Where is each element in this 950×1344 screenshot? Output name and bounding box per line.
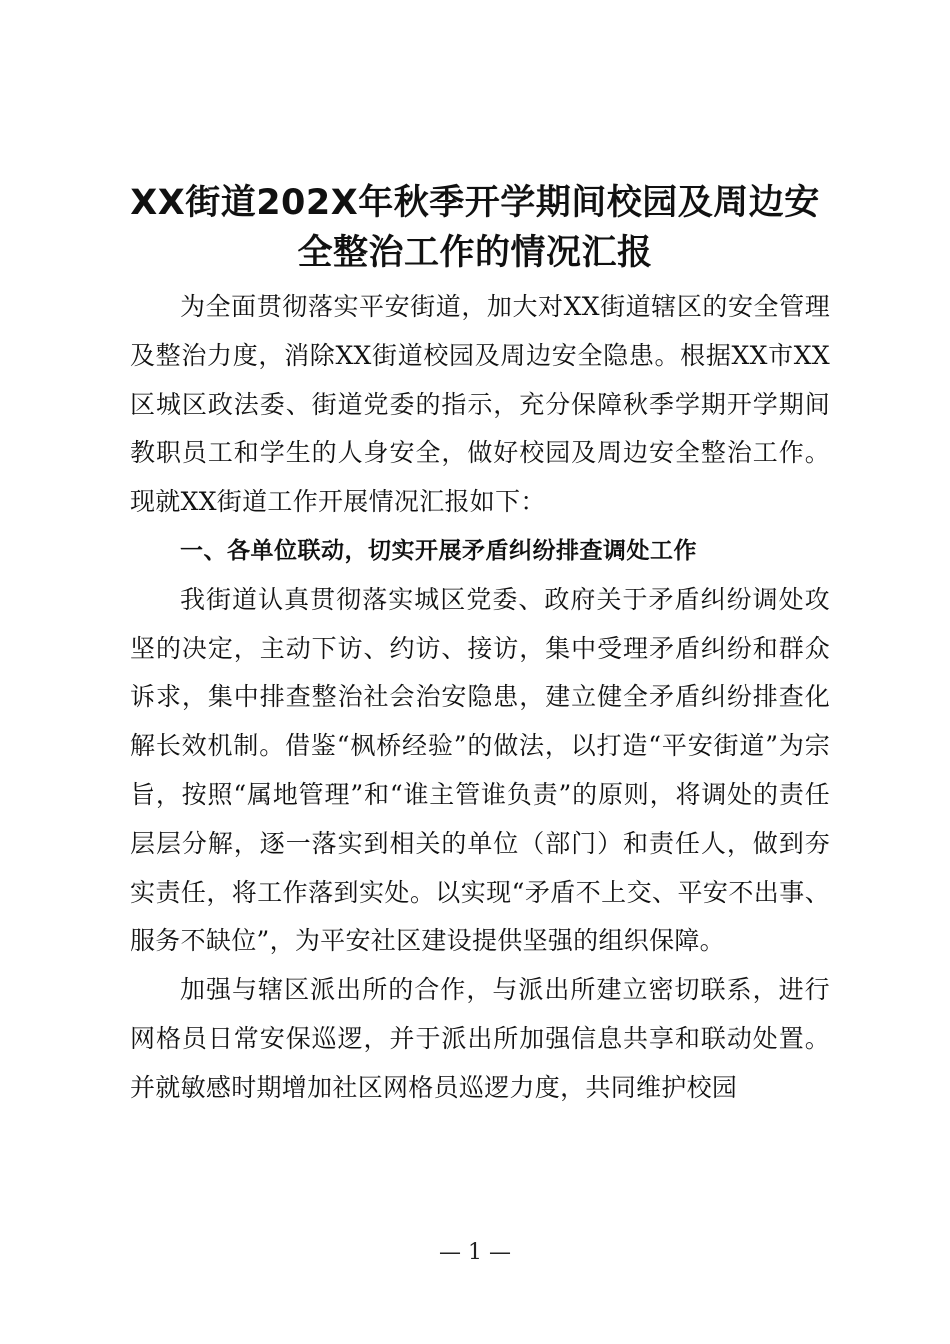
- document-body: [130, 283, 830, 1113]
- title-line-1: XX街道202X年秋季开学期间校园及周边安: [130, 183, 820, 223]
- section-1-paragraph-2: 加强与辖区派出所的合作，与派出所建立密切联系，进行网格员日常安保巡逻，并于派出所加强信息共享和联动处置。并就敏感时期增加社区网格员巡逻力度，共同维护校园: [130, 975, 830, 1102]
- page-number: — 1 —: [439, 1240, 511, 1265]
- section-1-heading: 一、各单位联动，切实开展矛盾纠纷排查调处工作: [180, 537, 697, 564]
- document-title: [100, 178, 850, 278]
- title-line-2: 全整治工作的情况汇报: [297, 233, 653, 273]
- section-1-paragraph-1: 我街道认真贯彻落实城区党委、政府关于矛盾纠纷调处攻坚的决定，主动下访、约访、接访，集中受理矛盾纠纷和群众诉求，集中排查整治社会治安隐患，建立健全矛盾纠纷排查化解长效机制。借鉴“枫桥经验”的做法，以打造“平安街道”为宗旨，按照“属地管理”和“谁主管谁负责”的原则，将调处的责任层层分解，逐一落实到相关的单位（部门）和责任人，做到夯实责任，将工作落到实处。以实现“矛盾不上交、平安不出事、服务不缺位”，为平安社区建设提供坚强的组织保障。: [130, 584, 830, 956]
- intro-paragraph: 为全面贯彻落实平安街道，加大对XX街道辖区的安全管理及整治力度，消除XX街道校园及周边安全隐患。根据XX市XX区城区政法委、街道党委的指示，充分保障秋季学期开学期间教职员工和学生的人身安全，做好校园及周边安全整治工作。现就XX街道工作开展情况汇报如下：: [130, 292, 830, 517]
